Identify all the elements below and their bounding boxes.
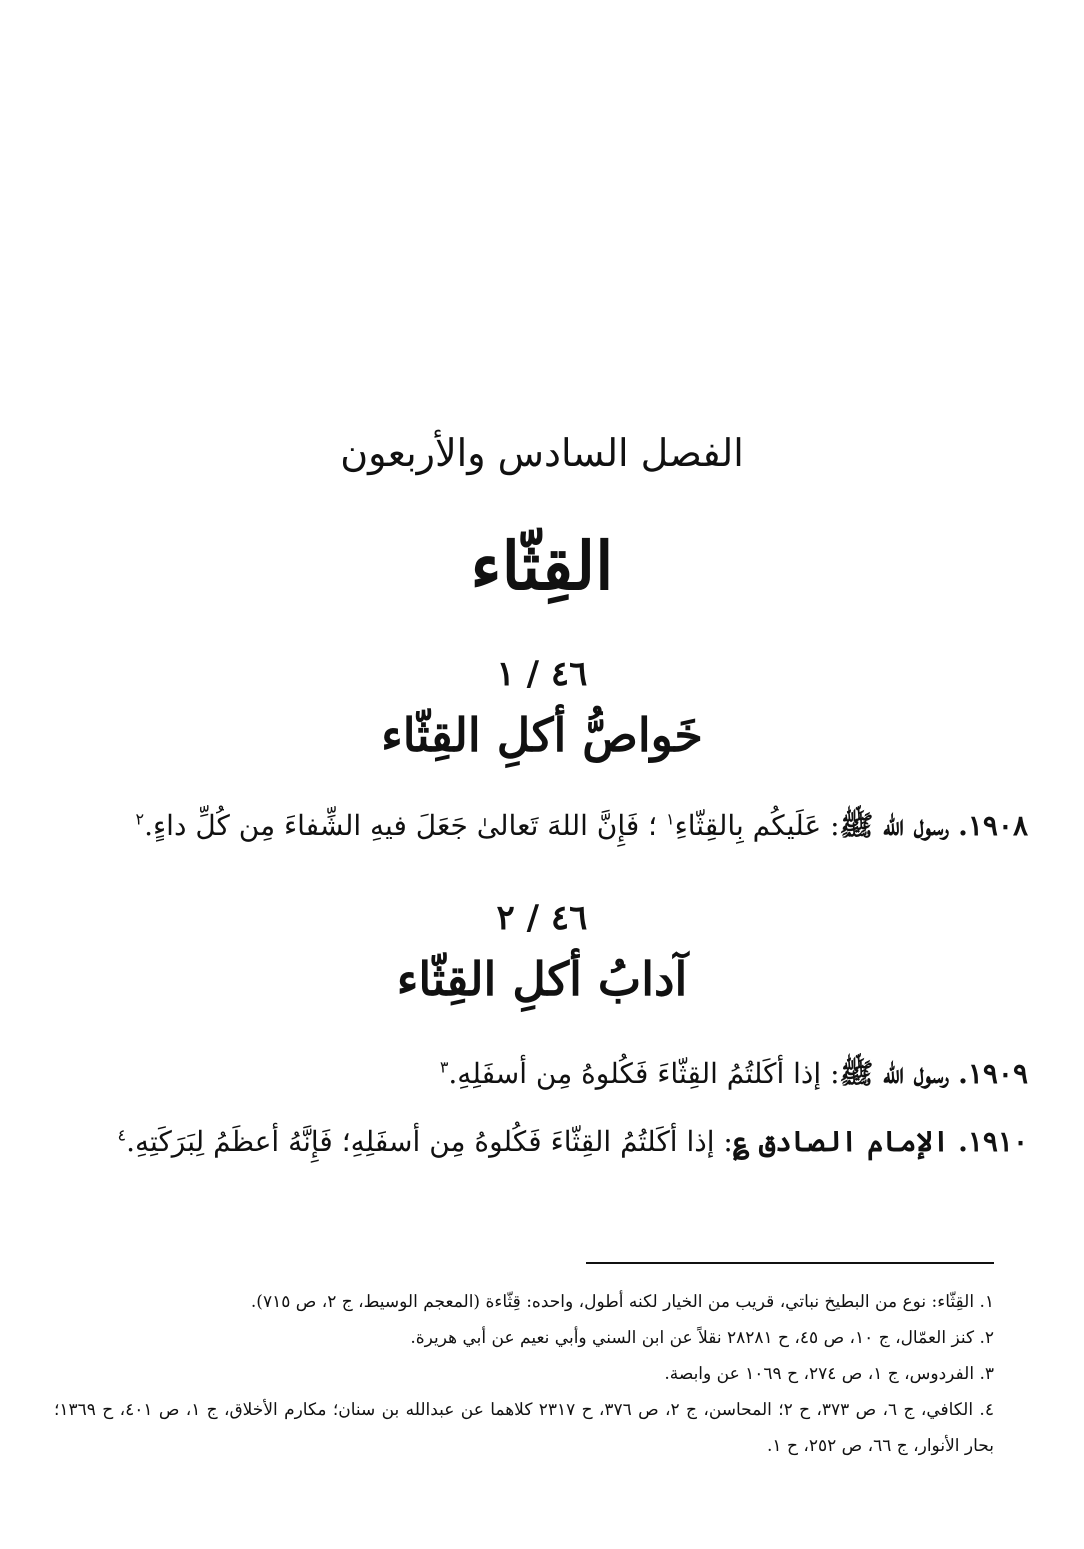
- hadith-text-part2: ؛ فَإِنَّ اللهَ تَعالىٰ جَعَلَ فيهِ الشِّفاءَ مِن كُلِّ داءٍ.: [144, 809, 658, 842]
- hadith-1908: [48, 804, 1028, 848]
- section-2-number: ٤٦ / ٢: [496, 898, 588, 938]
- footnote-ref-1: ١: [665, 809, 675, 829]
- hadith-narrator: رسول الله ﷺ: [839, 809, 950, 842]
- footnote-2: ٢. كنز العمّال، ج ١٠، ص ٤٥، ح ٢٨٢٨١ نقلاً عن ابن السني وأبي نعيم عن أبي هريرة.: [410, 1328, 994, 1348]
- footnotes: [54, 1284, 994, 1464]
- hadith-text: : إذا أكَلتُمُ القِثّاءَ فَكُلوهُ مِن أسفَلِهِ؛ فَإِنَّهُ أعظَمُ لِبَرَكَتِهِ.: [126, 1125, 733, 1158]
- chapter-heading: الفصل السادس والأربعون: [340, 431, 744, 475]
- hadith-text-part1: : عَلَيكُم بِالقِثّاءِ: [674, 809, 840, 842]
- section-1-title: خَواصُّ أكلِ القِثّاء: [381, 708, 703, 762]
- hadith-number: ١٩١٠.: [958, 1125, 1028, 1158]
- hadith-1910: [48, 1120, 1028, 1164]
- hadith-1909: [48, 1052, 1028, 1096]
- footnote-3: ٣. الفردوس، ج ١، ص ٢٧٤، ح ١٠٦٩ عن وابصة.: [664, 1364, 994, 1384]
- chapter-title: القِثّاء: [470, 527, 614, 605]
- hadith-narrator: الإمام الصادق ؏: [732, 1125, 950, 1158]
- footnote-ref-4: ٤: [117, 1125, 127, 1145]
- footnote-ref-2: ٢: [135, 809, 145, 829]
- hadith-narrator: رسول الله ﷺ: [839, 1057, 950, 1090]
- footnote-1: ١. القِثّاء: نوع من البطيخ نباتي، قريب من الخيار لكنه أطول، واحده: قِثّاءة (المعجم الوسيط، ج ٢، ص ٧١٥).: [250, 1292, 994, 1312]
- footnote-ref-3: ٣: [439, 1057, 449, 1077]
- hadith-number: ١٩٠٩.: [958, 1057, 1028, 1090]
- section-1-number: ٤٦ / ١: [496, 654, 588, 694]
- hadith-number: ١٩٠٨.: [958, 809, 1028, 842]
- hadith-text: : إذا أكَلتُمُ القِثّاءَ فَكُلوهُ مِن أسفَلِهِ.: [448, 1057, 840, 1090]
- section-2-title: آدابُ أكلِ القِثّاء: [396, 952, 688, 1006]
- footnote-4: ٤. الكافي، ج ٦، ص ٣٧٣، ح ٢؛ المحاسن، ج ٢، ص ٣٧٦، ح ٢٣١٧ كلاهما عن عبدالله بن سنان؛ مكارم الأخلاق، ج ١، ص ٤٠١، ح ١٣٦٩؛ بحار الأنوار، ج ٦٦، ص ٢٥٢، ح ١.: [54, 1400, 994, 1456]
- footnote-divider: [586, 1262, 994, 1264]
